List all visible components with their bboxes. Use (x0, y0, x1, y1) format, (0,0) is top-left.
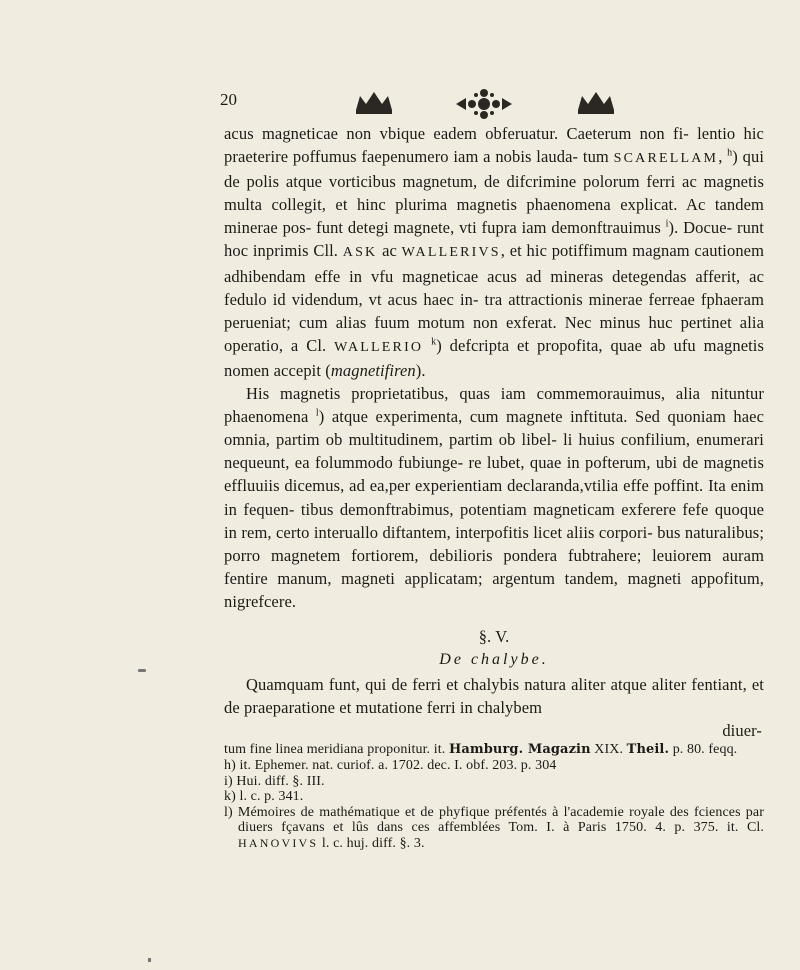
text-fragment: nituntur phaenomena (224, 384, 764, 427)
footnote-text: tum fine linea meridiana proponitur. it. (224, 742, 446, 758)
text-line: argentum tandem, magneti appofitum, nigrefcere. (224, 568, 764, 611)
text-fragment: nomen accepit ( (224, 360, 331, 380)
text-line: ea,per experientiam declaranda,vtilia effe poffint. Ita enim in fequen- (224, 476, 764, 519)
page-header (220, 88, 780, 124)
main-text (224, 122, 764, 852)
text-line: re lubet, quae in pofterum, ubi de magnetis effluuiis dicemus, ad (224, 453, 764, 496)
footnote-l (224, 805, 764, 852)
author-name: WALLERIVS (401, 245, 501, 261)
paragraph-3 (224, 673, 764, 719)
text-line: in rem, certo interuallo diftantem, interpofitis licet aliis corpori- (224, 522, 653, 542)
author-name: WALLERIO (334, 339, 424, 355)
text-fragment: ) qui de polis atque vorticibus magnetum, (224, 147, 764, 192)
text-line: tra attractionis minerae ferreae fphaeram perueniat; cum alias fuum (224, 289, 765, 332)
footnote-ref: l (315, 407, 319, 419)
text-line: mineras detegendas afferit, ac fedulo id videndum, vt acus haec in- (224, 266, 764, 309)
text-fragment: , et hic potiffimum (500, 241, 628, 261)
text-fragment: funt detegi magnete, vti fupra iam demonftrauimus (316, 218, 661, 238)
footnote-ref: k (431, 336, 437, 348)
author-name: SCARELLAM (613, 151, 719, 167)
footnote-text: l. c. huj. diff. (321, 836, 396, 851)
author-name: HANOVIVS (238, 836, 319, 850)
crown-ornament-right-icon (574, 88, 618, 116)
text-line: aliter fentiant, et de praeparatione et mutatione ferri in chalybem (224, 675, 764, 718)
text-line: magnam cautionem adhibendam effe in vfu magneticae acus ad (224, 241, 765, 286)
paragraph-1: acus magneticae non vbique eadem obferuatur. Caeterum non fi- lentio hic praeterire poffumus faepenumero iam a nobis lauda- tum SCARELLAM, $^h$) qui de polis atque vorticibus magnetum, de difcrimine polorum ferri ac magnetis multa collegit, et hinc plurima magnetis phaenomena explicat. Ac tandem minerae pos- funt detegi magnete, vti fupra iam demonftrauimus $^i$). Docue- runt hoc inprimis Cll. ASK ac WALLERIVS, et hic potiffimum magnam cautionem adhibendam effe in vfu magneticae acus ad mineras detegendas afferit, ac fedulo id videndum, vt acus haec in- tra attractionis minerae ferreae fphaeram perueniat; cum alias fuum motum non exferat. Nec minus huc pertinet alia operatio, a Cl. WALLERIO $^k$) defcripta et propofita, quae ab ufu magnetis nomen accepit (magnetifiren). (224, 124, 765, 380)
footnote-text: XIX. (594, 742, 624, 758)
text-fragment: Cl. (306, 335, 327, 355)
section-heading: §. V. (478, 626, 510, 646)
footnote-text: royale des fciences par diuers fçavans et lûs dans ces affemblées (238, 804, 764, 836)
text-line: tibus demonftrabimus, potentiam magneticam exferere fefe quoque (300, 499, 764, 519)
text-line: bus naturalibus; porro magnetem fortiorem, debilioris pondera (224, 522, 764, 565)
footnote-continued (224, 742, 764, 758)
crown-ornament-left-icon (352, 88, 396, 116)
italic-term: magnetifiren (330, 360, 416, 380)
paragraph-2 (224, 382, 764, 613)
text-line: lentio hic praeterire poffumus faepenumero iam a nobis lauda- (224, 124, 764, 167)
text-fragment: ac (382, 241, 397, 261)
text-fragment: tum (582, 147, 609, 167)
text-fragment: ). (415, 360, 426, 380)
text-line: Sed quoniam haec omnia, partim ob multitudinem, partim ob libel- (224, 407, 765, 450)
footnote-i: i) Hui. diff. §. III. (224, 773, 325, 789)
flower-ornament-center-icon (452, 88, 516, 120)
text-fragment: ). Docue- (668, 218, 733, 238)
footnote-text: l) Mémoires de mathématique et de phyfique préfentés à l'academie (224, 804, 624, 820)
footnote-h: h) it. Ephemer. nat. curiof. a. 1702. dec. I. obf. 203. p. 304 (224, 758, 557, 774)
catchword: diuer- (722, 721, 762, 741)
section-subtitle: De chalybe. (439, 651, 549, 669)
margin-mark (138, 669, 146, 672)
fraktur-text: Hamburg. Magazin (448, 742, 591, 758)
footnote-text: §. 3. (399, 836, 425, 851)
text-fragment: runt hoc inprimis Cll. (224, 218, 764, 261)
text-fragment: ) atque experimenta, cum magnete inftituta. (318, 407, 628, 427)
text-line: li huius confilium, enumerari nequeunt, ea folummodo fubiunge- (224, 430, 764, 473)
text-line: fubtrahere; leuiorem auram fentire manum, magneti applicatam; (224, 545, 765, 588)
author-name: ASK (342, 245, 378, 261)
footnote-ref: i (665, 218, 669, 230)
text-line: Quamquam funt, qui de ferri et chalybis natura aliter atque (246, 675, 647, 695)
footnote-k: k) l. c. p. 341. (224, 789, 304, 805)
footnote-text: p. 80. feqq. (672, 742, 738, 758)
text-line: motum non exferat. Nec minus huc pertinet alia operatio, a (224, 312, 764, 355)
footnote-text: Tom. I. à Paris 1750. 4. p. 375. it. Cl. (508, 820, 764, 836)
text-line: plurima magnetis phaenomena explicat. Ac tandem minerae pos- (224, 195, 764, 238)
footnotes (224, 742, 764, 851)
text-fragment: ) defcripta et propofita, quae ab ufu magnetis (436, 335, 765, 355)
text-line: His magnetis proprietatibus, quas iam commemorauimus, alia (246, 384, 701, 404)
text-line: de difcrimine polorum ferri ac magnetis multa collegit, et hinc (224, 172, 764, 215)
text-line: acus magneticae non vbique eadem obferuatur. Caeterum non fi- (224, 124, 689, 143)
footnote-ref: h (727, 147, 733, 159)
margin-mark (148, 958, 151, 962)
fraktur-text: Theil. (626, 742, 670, 758)
page-number: 20 (220, 90, 237, 109)
